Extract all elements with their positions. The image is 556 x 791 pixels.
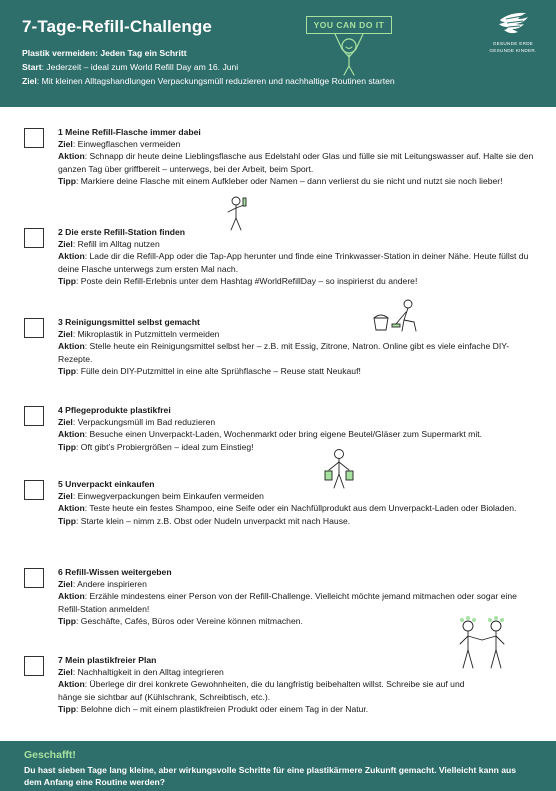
item-goal xyxy=(58,666,466,678)
item-goal xyxy=(58,490,534,502)
goal-text: : Verpackungsmüll im Bad reduzieren xyxy=(72,417,216,428)
you-can-do-it-badge: YOU CAN DO IT xyxy=(306,16,392,34)
action-text: : Stelle heute ein Reinigungsmittel selbst her – z.B. mit Essig, Zitrone, Natron. Online gibt es viele einfache DIY-Rezepte. xyxy=(58,341,510,364)
action-text: : Besuche einen Unverpackt-Laden, Wochenmarkt oder bring eigene Beutel/Gläser zum Supermarkt mit. xyxy=(84,429,482,440)
action-text: : Überlege dir drei konkrete Gewohnheiten, die du langfristig beibehalten willst. Schreibe sie auf und hänge sie sichtbar auf (Kühlschrank, Schreibtisch, etc.). xyxy=(58,679,465,702)
goal-label: Ziel xyxy=(22,76,37,86)
action-label: Aktion xyxy=(58,679,85,690)
start-label: Start xyxy=(22,62,42,72)
item-content xyxy=(58,226,534,287)
action-label: Aktion xyxy=(58,251,85,262)
item-tip xyxy=(58,515,534,527)
item-content xyxy=(58,404,534,453)
goal-text: : Mikroplastik in Putzmitteln vermeiden xyxy=(72,329,220,340)
item-tip xyxy=(58,703,466,715)
checkbox-day-6[interactable] xyxy=(24,568,44,588)
tip-label: Tipp xyxy=(58,275,76,286)
item-tip xyxy=(58,175,534,187)
item-action xyxy=(58,678,466,702)
item-action xyxy=(58,590,534,614)
logo-text-1: GESUNDE ERDE xyxy=(492,41,534,46)
checkbox-day-1[interactable] xyxy=(24,128,44,148)
tip-text: : Markiere deine Flasche mit einem Aufkleber oder Namen – dann verlierst du sie nicht und nutzt sie noch lieber! xyxy=(75,175,503,186)
tip-text: : Oft gibt’s Probiergrößen – ideal zum Einstieg! xyxy=(75,441,254,452)
goal-line xyxy=(22,76,395,86)
item-action xyxy=(58,250,534,274)
item-content xyxy=(58,126,534,187)
action-label: Aktion xyxy=(58,341,85,352)
goal-label: Ziel xyxy=(58,417,73,428)
goal-label: Ziel xyxy=(58,579,73,590)
action-label: Aktion xyxy=(58,151,85,162)
action-label: Aktion xyxy=(58,429,85,440)
tip-text: : Starte klein – nimm z.B. Obst oder Nudeln unverpackt mit nach Hause. xyxy=(75,515,351,526)
action-text: : Erzähle mindestens einer Person von der Refill-Challenge. Vielleicht möchte jemand mitmachen oder sogar eine Refill-Station anmelden! xyxy=(58,591,517,614)
item-goal xyxy=(58,328,534,340)
item-content xyxy=(58,654,466,715)
tip-text: : Geschäfte, Cafés, Büros oder Vereine können mitmachen. xyxy=(75,615,303,626)
item-title: 1 Meine Refill-Flasche immer dabei xyxy=(58,127,201,137)
start-line xyxy=(22,62,238,72)
action-label: Aktion xyxy=(58,591,85,602)
item-goal xyxy=(58,238,534,250)
tip-label: Tipp xyxy=(58,703,76,714)
page-title: 7-Tage-Refill-Challenge xyxy=(22,17,212,36)
footer-text: Du hast sieben Tage lang kleine, aber wirkungsvolle Schritte für eine plastikärmere Zukunft gemacht. Vielleicht kann aus dem Anfang eine Routine werden? xyxy=(24,765,517,787)
footer-title: Geschafft! xyxy=(24,749,76,761)
checkbox-day-4[interactable] xyxy=(24,406,44,426)
item-title: 4 Pflegeprodukte plastikfrei xyxy=(58,405,171,415)
goal-label: Ziel xyxy=(58,329,73,340)
checkbox-day-3[interactable] xyxy=(24,318,44,338)
goal-value: : Mit kleinen Alltagshandlungen Verpackungsmüll reduzieren und nachhaltige Routinen starten xyxy=(36,76,395,86)
action-label: Aktion xyxy=(58,503,85,514)
item-action xyxy=(58,150,534,174)
eagle-logo-icon xyxy=(496,10,530,40)
item-tip xyxy=(58,365,534,377)
tip-text: : Fülle dein DIY-Putzmittel in eine alte Sprühflasche – Reuse statt Neukauf! xyxy=(75,365,361,376)
brand-logo xyxy=(478,10,548,60)
action-text: : Lade dir die Refill-App oder die Tap-App herunter und finde eine Trinkwasser-Station in deiner Nähe. Heute füllst du deine Flasche unterwegs zum ersten Mal nach. xyxy=(58,251,529,274)
goal-text: : Refill im Alltag nutzen xyxy=(72,239,160,250)
tip-text: : Belohne dich – mit einem plastikfreien Produkt oder einem Tag in der Natur. xyxy=(75,703,369,714)
goal-label: Ziel xyxy=(58,667,73,678)
goal-text: : Andere inspirieren xyxy=(72,579,147,590)
item-action xyxy=(58,428,534,440)
goal-label: Ziel xyxy=(58,239,73,250)
item-tip xyxy=(58,275,534,287)
header-band xyxy=(0,0,556,107)
item-title: 3 Reinigungsmittel selbst gemacht xyxy=(58,317,200,327)
item-title: 6 Refill-Wissen weitergeben xyxy=(58,567,172,577)
cheering-figure-icon xyxy=(306,34,392,76)
you-can-do-it-illustration xyxy=(306,16,392,76)
item-title: 7 Mein plastikfreier Plan xyxy=(58,655,157,665)
goal-text: : Nachhaltigkeit in den Alltag integrieren xyxy=(72,667,224,678)
item-content xyxy=(58,478,534,527)
tip-label: Tipp xyxy=(58,441,76,452)
tip-label: Tipp xyxy=(58,365,76,376)
goal-label: Ziel xyxy=(58,491,73,502)
goal-text: : Einwegflaschen vermeiden xyxy=(72,139,181,150)
tip-label: Tipp xyxy=(58,515,76,526)
subtitle: Plastik vermeiden: Jeden Tag ein Schritt xyxy=(22,48,187,58)
item-goal xyxy=(58,138,534,150)
item-title: 2 Die erste Refill-Station finden xyxy=(58,227,186,237)
logo-text-2: GESUNDE KINDER. xyxy=(489,48,537,53)
action-text: : Schnapp dir heute deine Lieblingsflasche aus Edelstahl oder Glas und fülle sie mit Leitungswasser auf. Halte sie den ganzen Tag über griffbereit – unterwegs, bei der Arbeit, beim Sport. xyxy=(58,151,534,174)
checkbox-day-2[interactable] xyxy=(24,228,44,248)
item-goal xyxy=(58,416,534,428)
tip-label: Tipp xyxy=(58,615,76,626)
action-text: : Teste heute ein festes Shampoo, eine Seife oder ein Nachfüllprodukt aus dem Unverpackt-Laden oder Bioladen. xyxy=(84,503,517,514)
item-title: 5 Unverpackt einkaufen xyxy=(58,479,155,489)
tip-label: Tipp xyxy=(58,175,76,186)
start-value: : Jederzeit – ideal zum World Refill Day am 16. Juni xyxy=(41,62,239,72)
goal-label: Ziel xyxy=(58,139,73,150)
item-tip xyxy=(58,441,534,453)
checkbox-day-7[interactable] xyxy=(24,656,44,676)
goal-text: : Einwegverpackungen beim Einkaufen vermeiden xyxy=(72,491,264,502)
item-content xyxy=(58,316,534,377)
footer-band xyxy=(0,741,556,791)
item-action xyxy=(58,340,534,364)
tip-text: : Poste dein Refill-Erlebnis unter dem Hashtag #WorldRefillDay – so inspirierst du andere! xyxy=(75,275,418,286)
checkbox-day-5[interactable] xyxy=(24,480,44,500)
item-action xyxy=(58,502,534,514)
item-goal xyxy=(58,578,534,590)
